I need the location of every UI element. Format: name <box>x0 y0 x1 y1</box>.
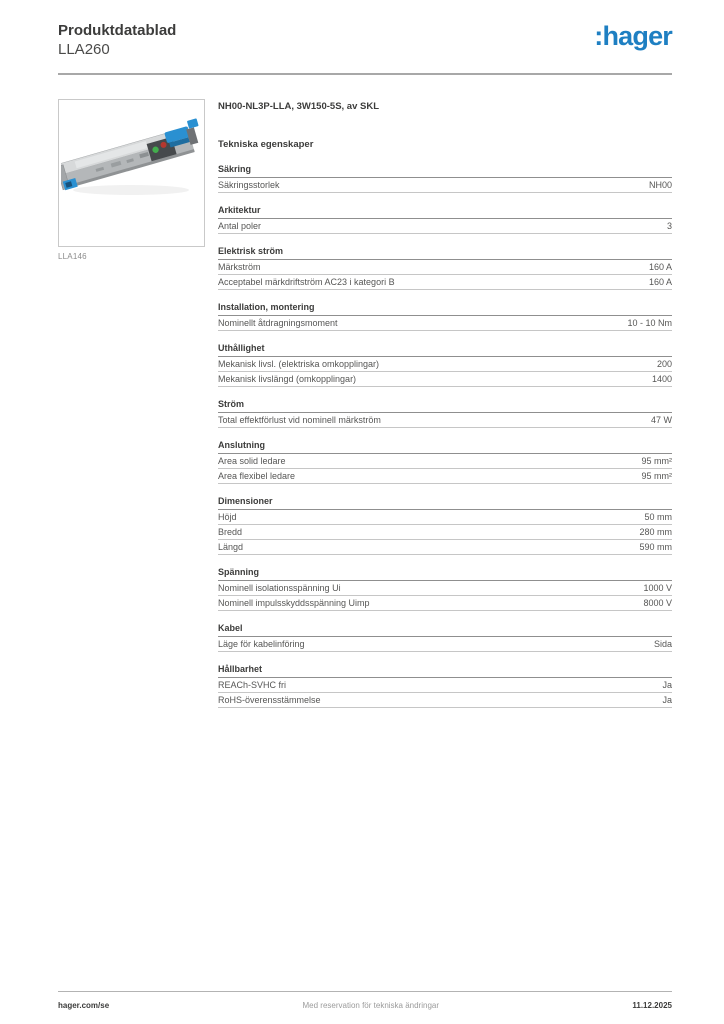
spec-row <box>218 678 672 693</box>
spec-row <box>218 596 672 611</box>
spec-label: Säkringsstorlek <box>218 179 280 190</box>
spec-label: Nominellt åtdragningsmoment <box>218 317 338 328</box>
spec-section-title: Arkitektur <box>218 205 672 219</box>
spec-row <box>218 540 672 555</box>
spec-section <box>218 205 672 234</box>
spec-section-title: Hållbarhet <box>218 664 672 678</box>
spec-row <box>218 413 672 428</box>
spec-value: Sida <box>653 638 672 649</box>
header-divider <box>58 73 672 75</box>
spec-section-title: Spänning <box>218 567 672 581</box>
spec-row <box>218 260 672 275</box>
spec-section <box>218 343 672 387</box>
spec-section-title: Säkring <box>218 164 672 178</box>
spec-value: 47 W <box>650 414 672 425</box>
spec-section <box>218 664 672 708</box>
hager-logo: :hager <box>594 21 672 51</box>
spec-label: Längd <box>218 541 244 552</box>
spec-row <box>218 316 672 331</box>
spec-value: 160 A <box>648 276 672 287</box>
spec-label: Area flexibel ledare <box>218 470 296 481</box>
spec-value: 160 A <box>648 261 672 272</box>
spec-row <box>218 510 672 525</box>
spec-section-title: Uthållighet <box>218 343 672 357</box>
spec-value: 95 mm² <box>641 470 672 481</box>
spec-section <box>218 567 672 611</box>
spec-label: Nominell isolationsspänning Ui <box>218 582 341 593</box>
footer-website-link[interactable]: hager.com/se <box>58 1001 110 1010</box>
product-image-caption: LLA146 <box>58 251 87 261</box>
spec-section <box>218 302 672 331</box>
spec-row <box>218 219 672 234</box>
spec-label: Acceptabel märkdriftström AC23 i kategori B <box>218 276 395 287</box>
spec-label: Läge för kabelinföring <box>218 638 305 649</box>
spec-value: 95 mm² <box>641 455 672 466</box>
spec-row <box>218 469 672 484</box>
footer-disclaimer: Med reservation för tekniska ändringar <box>302 1001 440 1010</box>
header-titles <box>58 22 176 60</box>
product-image <box>61 106 202 246</box>
spec-label: Mekanisk livslängd (omkopplingar) <box>218 373 357 384</box>
content-area <box>58 99 672 708</box>
spec-row <box>218 275 672 290</box>
footer-date: 11.12.2025 <box>632 1001 672 1010</box>
spec-label: Märkström <box>218 261 261 272</box>
spec-label: Höjd <box>218 511 237 522</box>
spec-label: REACh-SVHC fri <box>218 679 287 690</box>
product-reference: LLA260 <box>58 41 110 58</box>
spec-section-title: Elektrisk ström <box>218 246 672 260</box>
spec-section <box>218 399 672 428</box>
spec-section-title: Kabel <box>218 623 672 637</box>
spec-value: 200 <box>656 358 672 369</box>
footer-divider <box>58 991 672 992</box>
spec-label: RoHS-överensstämmelse <box>218 694 321 705</box>
spec-label: Antal poler <box>218 220 262 231</box>
spec-row <box>218 637 672 652</box>
spec-label: Mekanisk livsl. (elektriska omkopplingar) <box>218 358 380 369</box>
spec-section-title: Installation, montering <box>218 302 672 316</box>
spec-value: 1000 V <box>643 582 672 593</box>
specs-column <box>218 99 672 708</box>
footer-row <box>58 1001 672 1010</box>
spec-label: Nominell impulsskyddsspänning Uimp <box>218 597 370 608</box>
doc-type-title: Produktdatablad <box>58 22 177 39</box>
spec-value: 1400 <box>651 373 672 384</box>
spec-value: NH00 <box>648 179 672 190</box>
spec-row <box>218 372 672 387</box>
spec-section-title: Anslutning <box>218 440 672 454</box>
spec-row <box>218 693 672 708</box>
spec-value: Ja <box>662 694 672 705</box>
product-title: NH00-NL3P-LLA, 3W150-5S, av SKL <box>218 100 380 112</box>
spec-value: 590 mm <box>639 541 672 552</box>
spec-section-title: Dimensioner <box>218 496 672 510</box>
spec-row <box>218 178 672 193</box>
spec-value: 3 <box>666 220 672 231</box>
spec-value: 8000 V <box>643 597 672 608</box>
spec-label: Total effektförlust vid nominell märkström <box>218 414 381 425</box>
spec-section-title: Ström <box>218 399 672 413</box>
spec-section <box>218 623 672 652</box>
product-image-column <box>58 99 205 708</box>
spec-value: 10 - 10 Nm <box>627 317 672 328</box>
spec-value: 280 mm <box>639 526 672 537</box>
spec-value: 50 mm <box>644 511 672 522</box>
specs-heading: Tekniska egenskaper <box>218 138 314 150</box>
spec-row <box>218 525 672 540</box>
spec-row <box>218 581 672 596</box>
spec-row <box>218 454 672 469</box>
spec-label: Area solid ledare <box>218 455 286 466</box>
spec-label: Bredd <box>218 526 243 537</box>
spec-row <box>218 357 672 372</box>
spec-section <box>218 246 672 290</box>
product-image-frame <box>58 99 205 247</box>
specs-table <box>218 164 672 708</box>
spec-value: Ja <box>662 679 672 690</box>
spec-section <box>218 496 672 555</box>
page-header <box>58 22 672 60</box>
spec-section <box>218 440 672 484</box>
spec-section <box>218 164 672 193</box>
page-footer <box>58 991 672 1010</box>
